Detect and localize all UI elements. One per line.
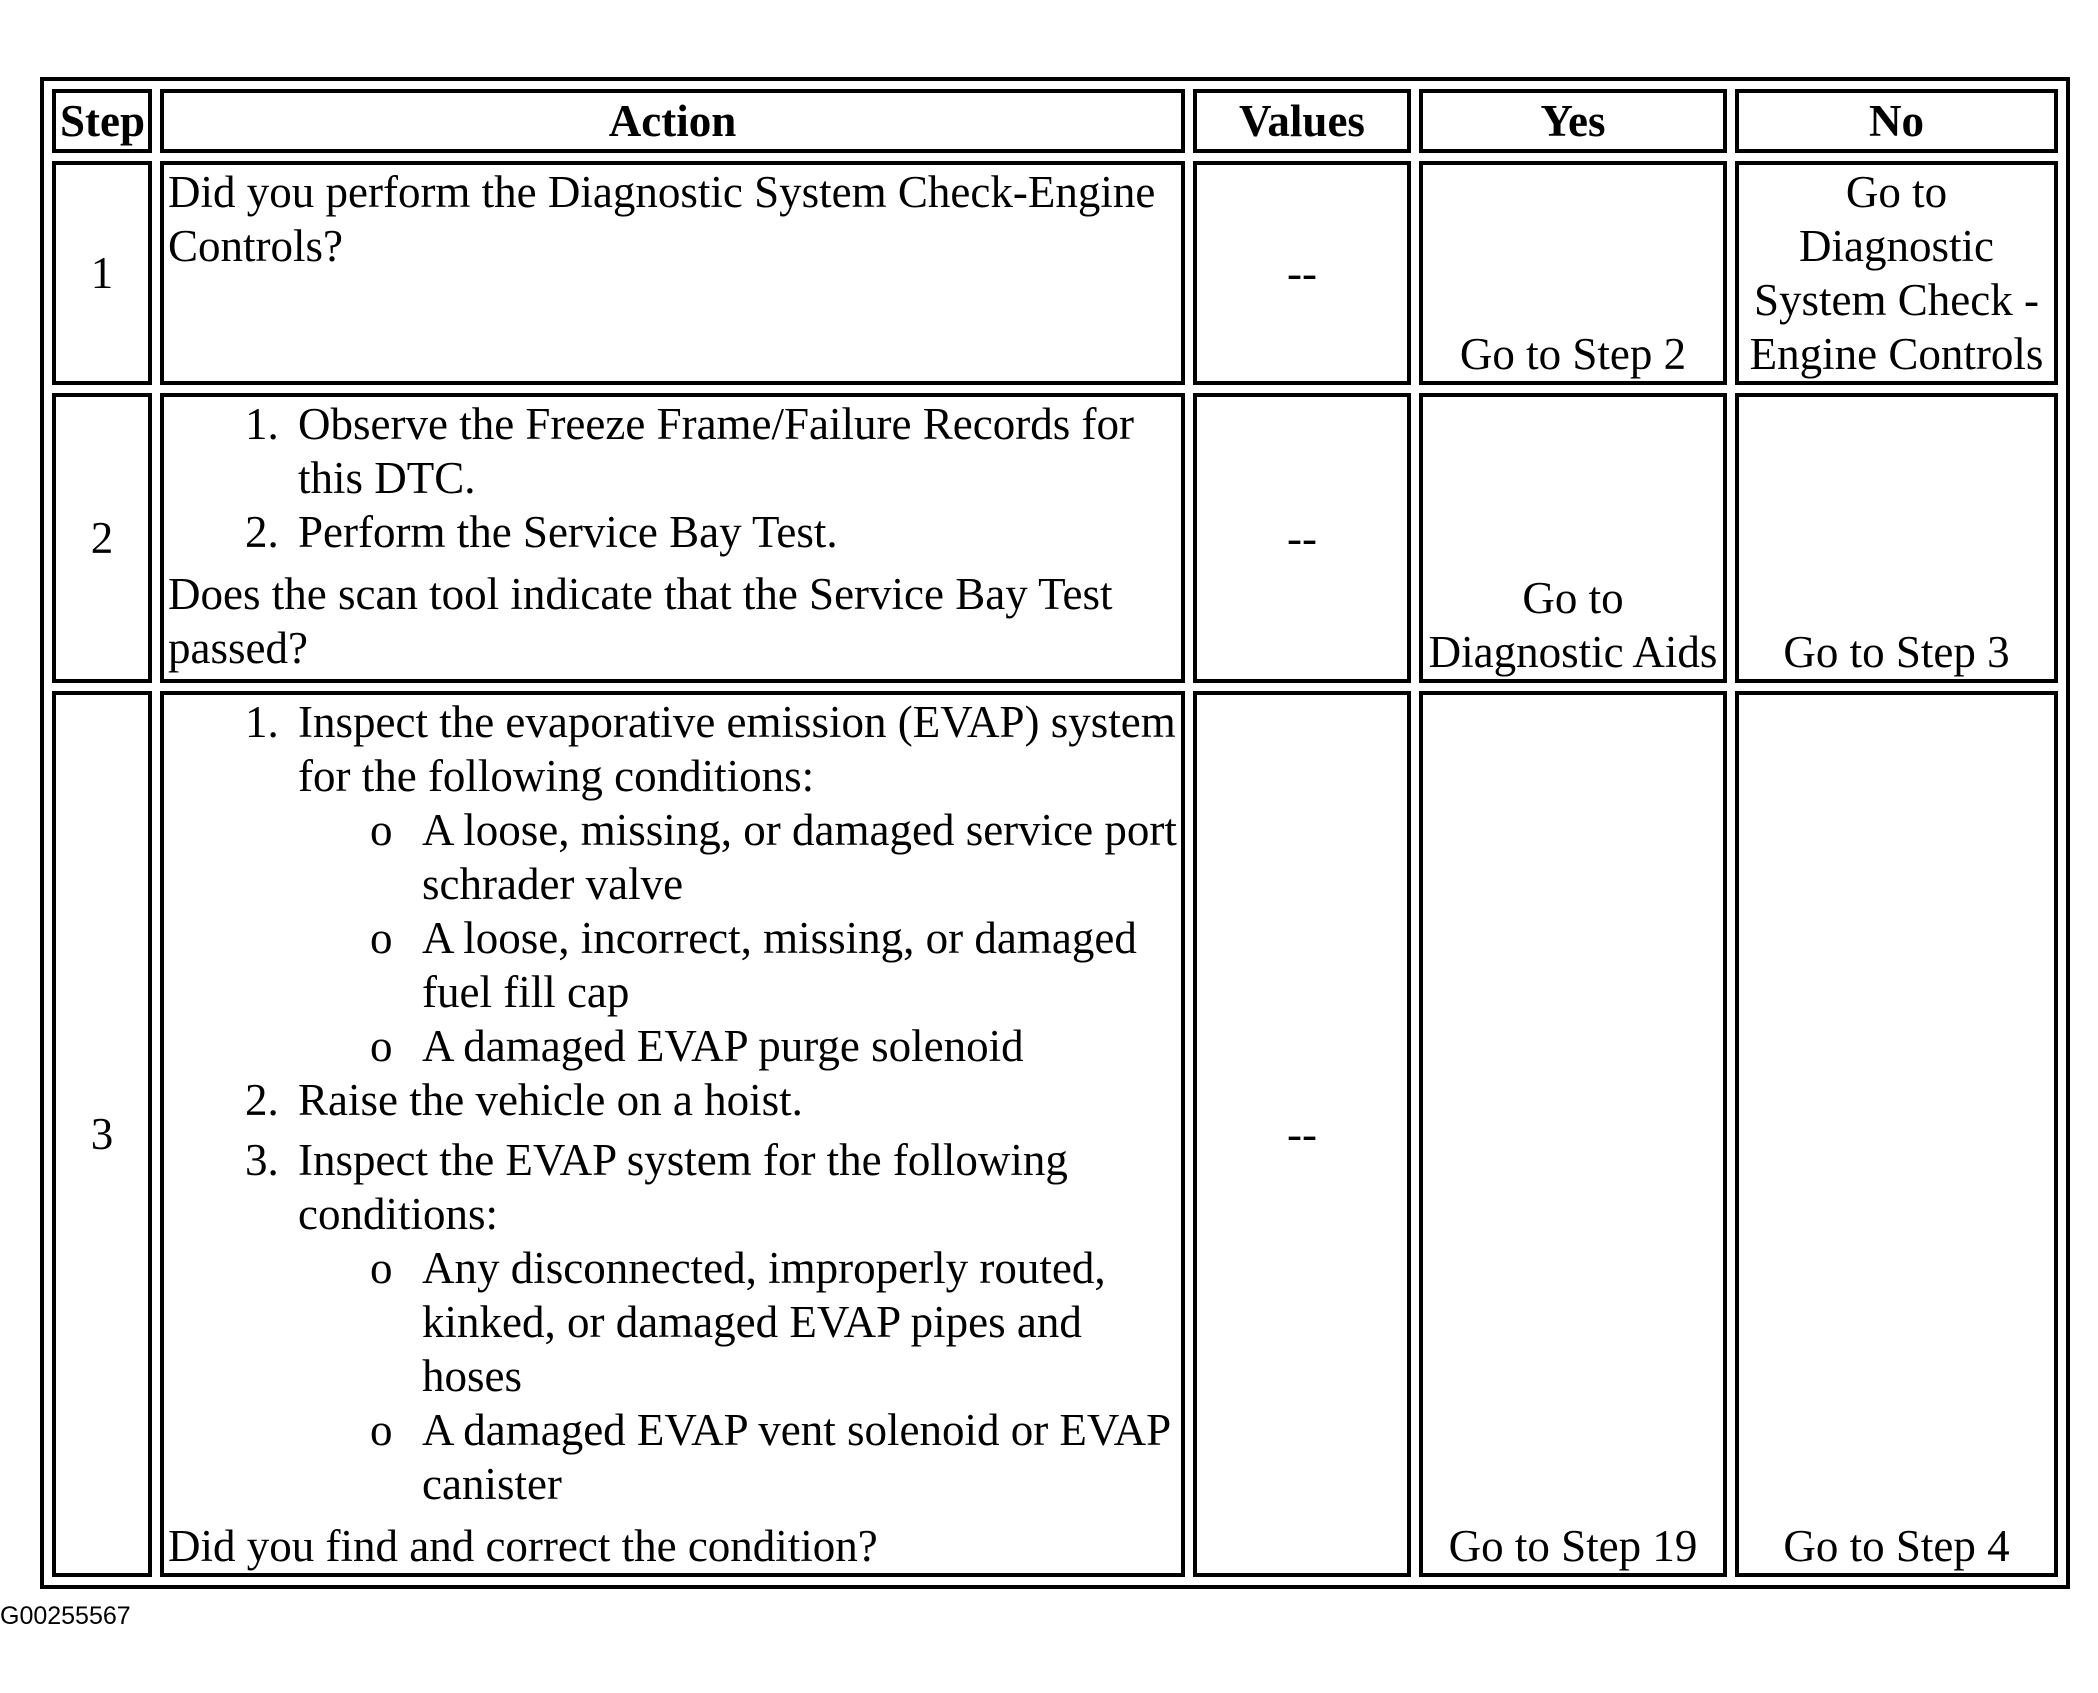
condition-item: o A loose, missing, or damaged service port schrader valve	[418, 803, 1177, 911]
action-steps-list	[168, 397, 1177, 559]
step-number: 1	[52, 161, 152, 385]
yes-cell: Go to Diagnostic Aids	[1419, 393, 1727, 683]
header-no: No	[1735, 89, 2058, 153]
action-step-item	[290, 1133, 1177, 1511]
header-action: Action	[160, 89, 1185, 153]
action-step-item: 2. Perform the Service Bay Test.	[290, 505, 1177, 559]
step-number: 3	[52, 691, 152, 1577]
no-cell: Go to Step 4	[1735, 691, 2058, 1577]
action-step-item: 1. Observe the Freeze Frame/Failure Records for this DTC.	[290, 397, 1177, 505]
condition-item: o A damaged EVAP vent solenoid or EVAP canister	[418, 1403, 1177, 1511]
action-question: Does the scan tool indicate that the Service Bay Test passed?	[168, 569, 1113, 673]
no-cell: Go to Diagnostic System Check - Engine Controls	[1735, 161, 2058, 385]
condition-item: o A loose, incorrect, missing, or damaged fuel fill cap	[418, 911, 1177, 1019]
yes-cell: Go to Step 19	[1419, 691, 1727, 1577]
table-row	[52, 393, 2058, 683]
figure-id: G00255567	[0, 1602, 131, 1630]
condition-list	[298, 1241, 1177, 1511]
table-row	[52, 161, 2058, 385]
action-cell: Did you perform the Diagnostic System Check-Engine Controls?	[160, 161, 1185, 385]
values-cell: --	[1193, 161, 1411, 385]
action-step-item	[290, 695, 1177, 1073]
no-cell: Go to Step 3	[1735, 393, 2058, 683]
condition-item: o Any disconnected, improperly routed, kinked, or damaged EVAP pipes and hoses	[418, 1241, 1177, 1403]
diagnostic-table	[40, 77, 2070, 1589]
values-cell: --	[1193, 691, 1411, 1577]
values-cell: --	[1193, 393, 1411, 683]
header-step: Step	[52, 89, 152, 153]
header-yes: Yes	[1419, 89, 1727, 153]
condition-list	[298, 803, 1177, 1073]
header-values: Values	[1193, 89, 1411, 153]
yes-cell: Go to Step 2	[1419, 161, 1727, 385]
table-row	[52, 691, 2058, 1577]
condition-item: o A damaged EVAP purge solenoid	[418, 1019, 1177, 1073]
action-steps-list	[168, 695, 1177, 1511]
action-step-text: Inspect the EVAP system for the following conditions:	[298, 1135, 1068, 1239]
header-row	[52, 89, 2058, 153]
action-step-item: 2. Raise the vehicle on a hoist.	[290, 1073, 1177, 1127]
action-cell	[160, 691, 1185, 1577]
action-step-text: Inspect the evaporative emission (EVAP) system for the following conditions:	[298, 697, 1176, 801]
action-question: Did you find and correct the condition?	[168, 1521, 878, 1571]
step-number: 2	[52, 393, 152, 683]
action-cell	[160, 393, 1185, 683]
